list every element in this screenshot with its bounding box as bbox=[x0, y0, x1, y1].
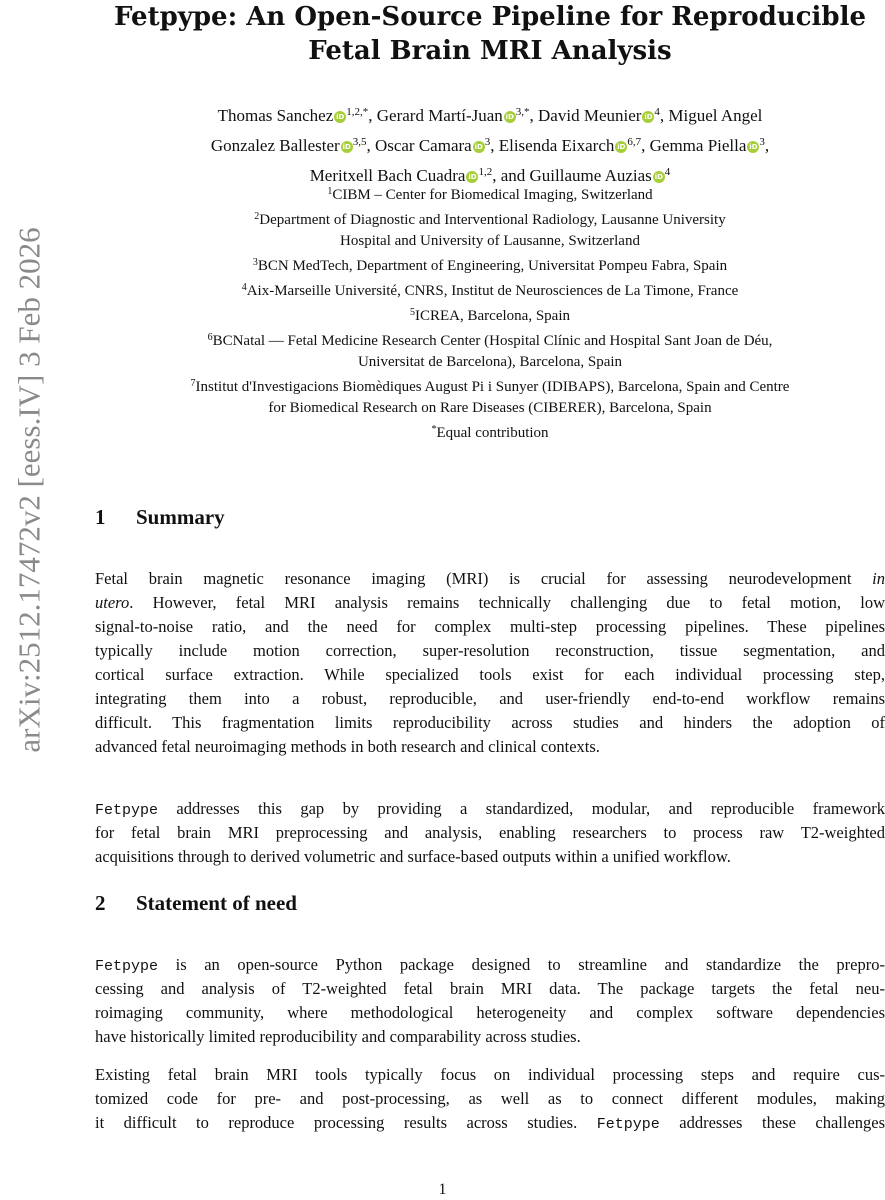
orcid-icon[interactable]: iD bbox=[505, 113, 514, 121]
italic-text: utero bbox=[95, 593, 130, 612]
author-affil-sup: 3,* bbox=[515, 106, 530, 118]
text-line: Existing fetal brain MRI tools typically focus on individual processing steps and require cus- bbox=[95, 1065, 885, 1084]
page-number: 1 bbox=[438, 1181, 447, 1198]
affiliation-text: Aix-Marseille Université, CNRS, Institut de Neurosciences de La Timone, France bbox=[246, 283, 739, 299]
author-name: David Meunier bbox=[538, 106, 642, 125]
affiliation-text: BCNatal — Fetal Medicine Research Center (Hospital Clínic and Hospital Sant Joan de Déu, bbox=[212, 333, 773, 349]
text-span: it difficult to reproduce processing results across studies. bbox=[95, 1113, 578, 1132]
author-name: Guillaume Auzias bbox=[529, 166, 652, 185]
author-affil-sup: 3 bbox=[759, 136, 765, 148]
affiliation-marker: 7 bbox=[190, 378, 196, 389]
affiliation-marker: 6 bbox=[207, 332, 213, 343]
summary-paragraph-2 bbox=[95, 797, 885, 869]
text-line: signal-to-noise ratio, and the need for complex multi-step processing pipelines. These pipelines bbox=[95, 617, 885, 636]
affiliation-6-cont: Universitat de Barcelona), Barcelona, Spain bbox=[357, 354, 623, 370]
text-span: is an open-source Python package designed to streamline and standardize the prepro- bbox=[158, 955, 885, 974]
text-line bbox=[95, 567, 885, 591]
section-heading-statement bbox=[95, 891, 297, 916]
affiliation-2 bbox=[95, 206, 885, 231]
text-line: for fetal brain MRI preprocessing and analysis, enabling researchers to process raw T2-weighted bbox=[95, 823, 885, 842]
text-span: . However, fetal MRI analysis remains technically challenging due to fetal motion, low bbox=[129, 593, 885, 612]
author-separator: , bbox=[529, 106, 539, 125]
text-line: cessing and analysis of T2-weighted fetal brain MRI data. The package targets the fetal neu- bbox=[95, 979, 885, 998]
text-line: cortical surface extraction. While specialized tools exist for each individual processing step, bbox=[95, 665, 885, 684]
package-name: Fetpype bbox=[596, 1116, 660, 1133]
text-line: difficult. This fragmentation limits reproducibility across studies and hinders the adoption of bbox=[95, 713, 885, 732]
affiliation-7-cont: for Biomedical Research on Rare Diseases (CIBERER), Barcelona, Spain bbox=[268, 400, 712, 416]
section-heading-summary bbox=[95, 505, 225, 530]
affiliation-text: BCN MedTech, Department of Engineering, Universitat Pompeu Fabra, Spain bbox=[257, 258, 728, 274]
orcid-icon[interactable]: iD bbox=[336, 113, 345, 121]
text-line: roimaging community, where methodological heterogeneity and complex software dependencies bbox=[95, 1003, 885, 1022]
text-line bbox=[95, 1111, 885, 1135]
author-affil-sup: 4 bbox=[654, 106, 660, 118]
text-line bbox=[95, 797, 885, 821]
affiliation-4 bbox=[95, 277, 885, 302]
author-separator: , bbox=[659, 106, 669, 125]
section-number: 1 bbox=[95, 505, 106, 529]
author-affil-sup: 4 bbox=[664, 166, 671, 178]
author-line-2 bbox=[95, 129, 885, 159]
author-name: Thomas Sanchez bbox=[217, 106, 334, 125]
title-line-2: Fetal Brain MRI Analysis bbox=[308, 36, 672, 66]
affiliation-marker: 4 bbox=[241, 282, 247, 293]
author-separator: , and bbox=[492, 166, 530, 185]
author-name: Gerard Martí-Juan bbox=[376, 106, 503, 125]
orcid-icon[interactable]: iD bbox=[617, 143, 626, 151]
author-separator: , bbox=[764, 136, 770, 155]
text-line: tomized code for pre- and post-processing, as well as to connect different modules, making bbox=[95, 1089, 885, 1108]
orcid-icon[interactable]: iD bbox=[468, 173, 477, 181]
author-line-1 bbox=[95, 99, 885, 129]
affiliation-text: Equal contribution bbox=[436, 425, 549, 441]
affiliation-5 bbox=[95, 302, 885, 327]
text-line: integrating them into a robust, reproducible, and user-friendly end-to-end workflow remains bbox=[95, 689, 885, 708]
author-separator: , bbox=[366, 136, 375, 155]
author-affil-sup: 1,2,* bbox=[346, 106, 369, 118]
section-title: Statement of need bbox=[136, 891, 297, 915]
affiliation-marker: 3 bbox=[252, 257, 258, 268]
package-name: Fetpype bbox=[95, 958, 159, 975]
author-affil-sup: 3 bbox=[484, 136, 491, 148]
text-line: acquisitions through to derived volumetric and surface-based outputs within a unified workflow. bbox=[95, 847, 731, 866]
paper-title bbox=[95, 0, 885, 68]
affiliation-marker: * bbox=[431, 424, 437, 435]
text-span: addresses this gap by providing a standardized, modular, and reproducible framework bbox=[158, 799, 885, 818]
author-separator: , bbox=[490, 136, 499, 155]
title-line-1: Fetpype: An Open-Source Pipeline for Reproducible bbox=[113, 2, 867, 32]
affiliation-marker: 2 bbox=[254, 211, 260, 222]
affiliation-2-cont: Hospital and University of Lausanne, Switzerland bbox=[340, 233, 640, 249]
affiliation-7 bbox=[95, 373, 885, 398]
orcid-icon[interactable]: iD bbox=[342, 143, 351, 151]
author-affil-sup: 1,2 bbox=[478, 166, 493, 178]
summary-paragraph-1 bbox=[95, 567, 885, 759]
statement-paragraph-1 bbox=[95, 953, 885, 1049]
author-affil-sup: 3,5 bbox=[352, 136, 367, 148]
text-span: addresses these challenges bbox=[679, 1113, 885, 1132]
equal-contribution-note bbox=[95, 419, 885, 444]
text-line: typically include motion correction, super-resolution reconstruction, tissue segmentation, and bbox=[95, 641, 885, 660]
section-number: 2 bbox=[95, 891, 106, 915]
affiliation-1 bbox=[95, 181, 885, 206]
affiliation-text: Department of Diagnostic and Interventional Radiology, Lausanne University bbox=[259, 212, 726, 228]
affiliation-3 bbox=[95, 252, 885, 277]
affiliation-list bbox=[95, 181, 885, 444]
affiliation-text: ICREA, Barcelona, Spain bbox=[415, 308, 570, 324]
text-line bbox=[95, 953, 885, 977]
author-affil-sup: 6,7 bbox=[627, 136, 642, 148]
text-line: have historically limited reproducibility and comparability across studies. bbox=[95, 1027, 581, 1046]
arxiv-side-stamp bbox=[0, 227, 60, 753]
orcid-icon[interactable]: iD bbox=[644, 113, 653, 121]
affiliation-marker: 1 bbox=[327, 186, 333, 197]
italic-text: in bbox=[872, 569, 885, 588]
affiliation-text: Institut d'Investigacions Biomèdiques August Pi i Sunyer (IDIBAPS), Barcelona, Spain and Centre bbox=[195, 379, 790, 395]
affiliation-6 bbox=[95, 327, 885, 352]
author-name: Gemma Piella bbox=[649, 136, 747, 155]
author-name: Oscar Camara bbox=[374, 136, 472, 155]
author-separator: , bbox=[368, 106, 377, 125]
section-title: Summary bbox=[136, 505, 225, 529]
text-line: advanced fetal neuroimaging methods in both research and clinical contexts. bbox=[95, 737, 600, 756]
author-name: Elisenda Eixarch bbox=[498, 136, 615, 155]
affiliation-text: CIBM – Center for Biomedical Imaging, Switzerland bbox=[332, 187, 653, 203]
text-span: Fetal brain magnetic resonance imaging (MRI) is crucial for assessing neurodevelopment bbox=[95, 569, 852, 588]
affiliation-marker: 5 bbox=[410, 307, 416, 318]
orcid-icon[interactable]: iD bbox=[749, 143, 758, 151]
statement-paragraph-2 bbox=[95, 1063, 885, 1135]
author-name: Meritxell Bach Cuadra bbox=[309, 166, 466, 185]
author-separator: , bbox=[641, 136, 650, 155]
arxiv-identifier: arXiv:2512.17472v2 [eess.IV] 3 Feb 2026 bbox=[12, 227, 48, 753]
orcid-icon[interactable]: iD bbox=[474, 143, 483, 151]
author-name-part-2: Gonzalez Ballester bbox=[210, 136, 340, 155]
text-line bbox=[95, 591, 885, 615]
package-name: Fetpype bbox=[95, 802, 159, 819]
author-name-part-1: Miguel Angel bbox=[668, 106, 763, 125]
orcid-icon[interactable]: iD bbox=[654, 173, 663, 181]
author-list bbox=[95, 99, 885, 189]
